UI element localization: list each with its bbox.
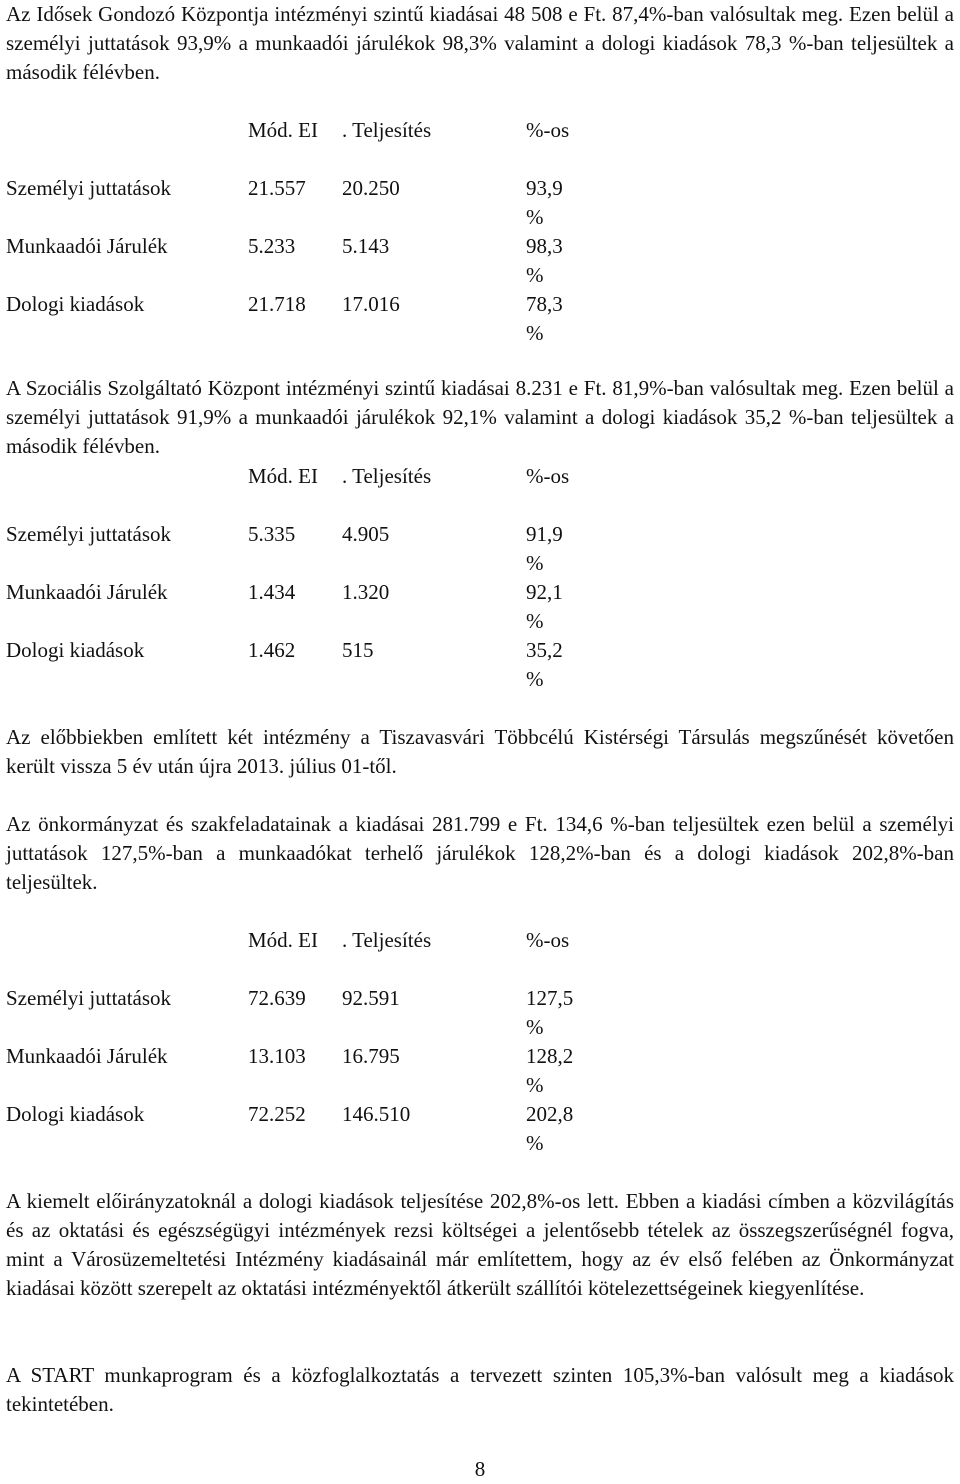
page-number: 8 bbox=[474, 1457, 486, 1481]
paragraph-start-munkaprogram: A START munkaprogram és a közfoglalkoztatás a tervezett szinten 105,3%-ban valósult meg a kiadások tekintetében. bbox=[6, 1363, 954, 1416]
header-teljesites: . Teljesítés bbox=[342, 118, 432, 142]
row-percent: 202,8 % bbox=[526, 1102, 574, 1155]
table-onkormanyzat bbox=[6, 926, 646, 1158]
row-mod-ei: 5.233 bbox=[248, 234, 296, 258]
row-label: Munkaadói Járulék bbox=[6, 234, 168, 258]
table-szocialis-szolgaltato bbox=[6, 462, 646, 694]
table-row bbox=[6, 636, 646, 694]
row-teljesites: 515 bbox=[342, 638, 374, 662]
row-teljesites: 16.795 bbox=[342, 1044, 400, 1068]
row-teljesites: 1.320 bbox=[342, 580, 390, 604]
row-percent: 78,3 % bbox=[526, 292, 563, 345]
row-teljesites: 4.905 bbox=[342, 522, 390, 546]
row-mod-ei: 5.335 bbox=[248, 522, 296, 546]
row-teljesites: 92.591 bbox=[342, 986, 400, 1010]
table-row bbox=[6, 984, 646, 1042]
row-teljesites: 20.250 bbox=[342, 176, 400, 200]
header-percent: %-os bbox=[526, 928, 570, 952]
row-label: Dologi kiadások bbox=[6, 638, 145, 662]
row-mod-ei: 72.639 bbox=[248, 986, 306, 1010]
table-row bbox=[6, 232, 646, 290]
table-row bbox=[6, 174, 646, 232]
header-mod-ei: Mód. EI bbox=[248, 464, 318, 488]
row-label: Személyi juttatások bbox=[6, 176, 172, 200]
header-mod-ei: Mód. EI bbox=[248, 118, 318, 142]
table-row bbox=[6, 290, 646, 348]
table-row bbox=[6, 578, 646, 636]
header-teljesites: . Teljesítés bbox=[342, 464, 432, 488]
row-mod-ei: 21.718 bbox=[248, 292, 306, 316]
row-percent: 98,3 % bbox=[526, 234, 563, 287]
header-percent: %-os bbox=[526, 118, 570, 142]
row-teljesites: 146.510 bbox=[342, 1102, 411, 1126]
table-row bbox=[6, 1100, 646, 1158]
row-label: Személyi juttatások bbox=[6, 522, 172, 546]
paragraph-idosek-gondozo: Az Idősek Gondozó Központja intézményi szintű kiadásai 48 508 e Ft. 87,4%-ban valósultak meg. Ezen belül a személyi juttatások 93,9% a munkaadói járulékok 98,3% valamint a dologi kiadások 78,3 %-ban teljesültek a második félévben. bbox=[6, 2, 954, 84]
table-header-row bbox=[6, 116, 646, 174]
row-teljesites: 5.143 bbox=[342, 234, 390, 258]
row-mod-ei: 1.434 bbox=[248, 580, 296, 604]
row-percent: 35,2 % bbox=[526, 638, 563, 691]
paragraph-ket-intezmeny: Az előbbiekben említett két intézmény a Tiszavasvári Többcélú Kistérségi Társulás megszűnését követően került vissza 5 év után újra 2013. július 01-től. bbox=[6, 725, 954, 778]
header-mod-ei: Mód. EI bbox=[248, 928, 318, 952]
row-percent: 92,1 % bbox=[526, 580, 563, 633]
row-label: Személyi juttatások bbox=[6, 986, 172, 1010]
row-mod-ei: 72.252 bbox=[248, 1102, 306, 1126]
row-mod-ei: 1.462 bbox=[248, 638, 296, 662]
table-idosek-gondozo bbox=[6, 116, 646, 348]
table-row bbox=[6, 1042, 646, 1100]
row-percent: 127,5 % bbox=[526, 986, 574, 1039]
row-mod-ei: 13.103 bbox=[248, 1044, 306, 1068]
paragraph-szocialis-szolgaltato: A Szociális Szolgáltató Központ intézményi szintű kiadásai 8.231 e Ft. 81,9%-ban valósultak meg. Ezen belül a személyi juttatások 91,9% a munkaadói járulékok 92,1% valamint a dologi kiadások 35,2 %-ban teljesültek a második félévben. bbox=[6, 376, 954, 458]
row-label: Munkaadói Járulék bbox=[6, 1044, 168, 1068]
row-percent: 93,9 % bbox=[526, 176, 563, 229]
row-label: Dologi kiadások bbox=[6, 292, 145, 316]
paragraph-kiemelt-eloiranyzatok: A kiemelt előirányzatoknál a dologi kiadások teljesítése 202,8%-os lett. Ebben a kiadási címben a közvilágítás és az oktatási és egészségügyi intézmények rezsi költségei a jelentősebb tételek az összegszerűségnél fogva, mint a Városüzemeltetési Intézmény kiadásainál már említettem, hogy az év első felében az Önkormányzat kiadásai között szerepelt az oktatási intézményektől átkerült szállítói kötelezettségeinek kiegyenlítése. bbox=[6, 1189, 954, 1300]
row-percent: 128,2 % bbox=[526, 1044, 574, 1097]
table-header-row bbox=[6, 926, 646, 984]
row-label: Dologi kiadások bbox=[6, 1102, 145, 1126]
header-teljesites: . Teljesítés bbox=[342, 928, 432, 952]
row-mod-ei: 21.557 bbox=[248, 176, 306, 200]
row-percent: 91,9 % bbox=[526, 522, 563, 575]
header-percent: %-os bbox=[526, 464, 570, 488]
row-label: Munkaadói Járulék bbox=[6, 580, 168, 604]
paragraph-onkormanyzat: Az önkormányzat és szakfeladatainak a kiadásai 281.799 e Ft. 134,6 %-ban teljesültek ezen belül a személyi juttatások 127,5%-ban a munkaadókat terhelő járulékok 128,2%-ban és a dologi kiadások 202,8%-ban teljesültek. bbox=[6, 812, 954, 894]
table-header-row bbox=[6, 462, 646, 520]
table-row bbox=[6, 520, 646, 578]
row-teljesites: 17.016 bbox=[342, 292, 400, 316]
